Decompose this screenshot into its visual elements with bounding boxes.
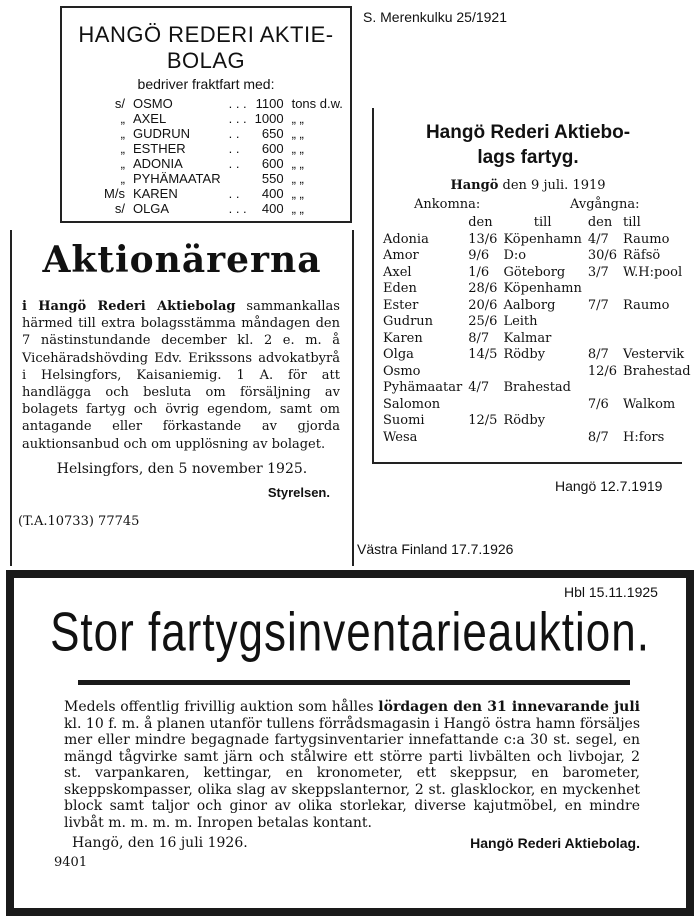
ship-dots: . . . — [228, 96, 247, 111]
ship-movements-date-text: den 9 juli. 1919 — [502, 178, 606, 193]
ship-name: AXEL — [132, 111, 167, 126]
ship-tons: 600 — [261, 141, 284, 156]
ship-name: Axel — [383, 264, 412, 280]
notice-code: (T.A.10733) 77745 — [18, 513, 140, 529]
ship-unit: „ „ — [291, 156, 304, 171]
ship-prefix: „ — [120, 111, 125, 126]
fleet-ship-row — [100, 141, 347, 156]
ship-name: Olga — [383, 347, 414, 362]
departure-port: W.H:pool — [623, 264, 683, 280]
departure-date: 4/7 — [587, 231, 609, 247]
ship-prefix: „ — [120, 141, 125, 156]
ship-prefix: s/ — [114, 96, 125, 111]
fleet-title-line2: BOLAG — [166, 48, 246, 73]
auction-body-date: lördagen den 31 innevarande juli — [378, 699, 640, 715]
departure-port — [620, 314, 694, 331]
caption-vastra: Västra Finland 17.7.1926 — [357, 541, 514, 557]
ship-name: Adonia — [383, 231, 429, 247]
ship-name: ESTHER — [132, 141, 186, 156]
subheader-arrived-den: den — [468, 215, 493, 230]
shareholder-notice — [10, 230, 354, 566]
departure-date — [585, 281, 620, 298]
departure-port — [620, 331, 694, 348]
ship-movement-row — [380, 331, 694, 348]
arrival-date: 8/7 — [468, 330, 490, 346]
fleet-subtitle: bedriver fraktfart med: — [137, 76, 275, 92]
ship-tons: 550 — [261, 171, 284, 186]
caption-hango: Hangö 12.7.1919 — [555, 478, 663, 494]
ship-movement-row — [380, 397, 694, 414]
caption-merenkulku: S. Merenkulku 25/1921 — [363, 9, 507, 25]
ship-dots: . . — [228, 186, 240, 201]
subheader-departed-den: den — [587, 215, 613, 230]
arrival-port: Rödby — [503, 347, 546, 362]
ship-prefix: M/s — [104, 186, 125, 201]
ship-unit: tons d.w. — [291, 96, 343, 111]
auction-number: 9401 — [54, 855, 88, 870]
ship-dots: . . . — [228, 111, 247, 126]
arrival-date — [465, 430, 500, 447]
arrival-date: 14/5 — [468, 347, 498, 362]
arrival-date: 25/6 — [468, 314, 498, 329]
notice-body-text: sammankallas härmed till extra bolagsstämma måndagen den 7 nästinstundande december kl. 2 e. m. å Vicehäradshövding Edv. Erikssons advokatbyrå i Helsingfors, Kaisaniemig. 1 A. för att handlägga och besluta om försäljning av bolagets fartyg och övrig egendom, samt om antagande eller förkastande av gjorda auktionsanbud och om upplösning av bolaget. — [22, 299, 340, 452]
fleet-advertisement — [60, 6, 352, 223]
fleet-ship-row — [100, 186, 347, 201]
ship-unit: „ „ — [291, 171, 304, 186]
arrival-date: 4/7 — [468, 380, 490, 395]
auction-advertisement — [6, 570, 694, 916]
fleet-ship-row — [100, 111, 347, 126]
arrival-date — [465, 397, 500, 414]
departure-date: 7/6 — [587, 396, 609, 412]
ship-tons: 400 — [261, 186, 284, 201]
ship-name: Suomi — [383, 413, 425, 428]
ship-tons: 1000 — [254, 111, 284, 126]
departure-port: Walkom — [623, 396, 676, 412]
ship-movements-heading-line1: Hangö Rederi Aktiebo- — [425, 122, 631, 143]
ship-name: PYHÄMAATAR — [132, 171, 221, 186]
arrival-date: 1/6 — [468, 264, 490, 280]
ship-movement-row — [380, 248, 694, 265]
ship-movements-table — [380, 215, 694, 446]
ship-name: Wesa — [383, 429, 418, 445]
arrival-port: Köpenhamn — [503, 281, 582, 296]
auction-signature: Hangö Rederi Aktiebolag. — [470, 835, 640, 851]
col-arrived: Ankomna: — [414, 197, 481, 212]
departure-port: Räfsö — [623, 248, 661, 263]
ship-movements-date-place: Hangö — [450, 178, 499, 193]
arrival-port — [500, 430, 584, 447]
ship-movement-row — [380, 380, 694, 397]
arrival-port: Rödby — [503, 413, 546, 428]
ship-tons: 650 — [261, 126, 284, 141]
fleet-ship-row — [100, 156, 347, 171]
ship-name: OLGA — [132, 201, 170, 216]
notice-date: Helsingfors, den 5 november 1925. — [56, 460, 308, 477]
ship-name: KAREN — [132, 186, 178, 201]
departure-date — [585, 331, 620, 348]
auction-date: Hangö, den 16 juli 1926. — [72, 835, 248, 851]
ship-tons: 400 — [261, 201, 284, 216]
ship-name: Amor — [383, 248, 419, 263]
fleet-ship-list — [100, 96, 347, 216]
ship-movement-row — [380, 430, 694, 447]
departure-port: Brahestad — [623, 363, 691, 379]
fleet-title-line1: HANGÖ REDERI AKTIE- — [78, 22, 334, 47]
auction-body-text: kl. 10 f. m. å planen utanför tullens förrådsmagasin i Hangö östra hamn försäljes mer eller mindre begagnade fartygsinventarier innefattande c:a 30 st. segel, en mängd tågvirke samt järn och stålwire ett större parti livbälten och livbojar, 2 st. varpankaren, kettingar, en kronometer, ett skeppsur, en barometer, skeppskompasser, olika slag av skeppslanternor, 2 st. glasklockor, en myckenhet block samt taljor och ginor av olika storlekar, diverse kajutmöbel, en mindre livbåt m. m. m. m. Inropen betalas kontant. — [64, 715, 640, 831]
ship-name: Osmo — [383, 363, 421, 379]
ship-movement-row — [380, 413, 694, 430]
ship-movements-heading — [374, 120, 682, 170]
notice-body — [22, 298, 340, 453]
ship-name: Eden — [383, 281, 417, 296]
arrival-port: D:o — [503, 248, 527, 263]
ship-movements-notice — [372, 108, 691, 464]
ship-movements-heading-line2: lags fartyg. — [477, 147, 579, 168]
departure-port: Raumo — [623, 231, 670, 247]
ship-dots — [225, 171, 251, 186]
fleet-title — [62, 22, 350, 74]
departure-port: Vestervik — [623, 347, 685, 362]
auction-heading: Stor fartygsinventarieauktion. — [50, 601, 650, 663]
ship-dots: . . — [228, 156, 240, 171]
arrival-date: 20/6 — [468, 297, 498, 313]
col-departed: Avgångna: — [570, 197, 640, 212]
ship-movements-column-groups — [374, 197, 682, 215]
auction-body-intro: Medels offentlig frivillig auktion som hålles — [64, 699, 374, 715]
ship-name: ADONIA — [132, 156, 183, 171]
arrival-port: Köpenhamn — [503, 231, 582, 247]
departure-date — [585, 314, 620, 331]
notice-heading: Aktionärerna — [42, 239, 322, 281]
fleet-ship-row — [100, 171, 347, 186]
departure-date: 7/7 — [587, 297, 609, 313]
ship-unit: „ „ — [291, 201, 304, 216]
subheader-ship — [380, 215, 465, 232]
arrival-date: 13/6 — [468, 231, 498, 247]
ship-unit: „ „ — [291, 126, 304, 141]
subheader-arrived-till: till — [533, 215, 552, 230]
departure-date — [585, 380, 620, 397]
fleet-ship-row — [100, 201, 347, 216]
auction-divider — [78, 680, 630, 685]
ship-dots: . . — [228, 126, 240, 141]
departure-date: 12/6 — [587, 363, 618, 379]
arrival-date — [465, 364, 500, 381]
ship-movements-date — [374, 178, 682, 193]
ship-name: Salomon — [383, 396, 441, 412]
notice-body-company: i Hangö Rederi Aktiebolag — [22, 299, 236, 314]
departure-port: H:fors — [623, 429, 665, 445]
departure-port — [620, 281, 694, 298]
ship-movement-row — [380, 265, 694, 282]
ship-tons: 1100 — [255, 96, 284, 111]
ship-name: Gudrun — [383, 314, 434, 329]
fleet-ship-row — [100, 96, 347, 111]
ship-name: Karen — [383, 330, 423, 346]
departure-port — [620, 413, 694, 430]
arrival-port — [500, 364, 584, 381]
arrival-port: Leith — [503, 314, 538, 329]
departure-port — [620, 380, 694, 397]
departure-port: Raumo — [623, 297, 670, 313]
ship-movement-row — [380, 298, 694, 315]
arrival-date: 9/6 — [468, 248, 490, 263]
departure-date: 3/7 — [587, 264, 609, 280]
departure-date — [585, 413, 620, 430]
ship-name: OSMO — [132, 96, 173, 111]
arrival-port: Aalborg — [503, 297, 556, 313]
ship-movement-row — [380, 281, 694, 298]
departure-date: 8/7 — [587, 429, 609, 445]
ship-movements-subheader — [380, 215, 694, 232]
fleet-ship-row — [100, 126, 347, 141]
ship-name: GUDRUN — [132, 126, 191, 141]
ship-movement-row — [380, 364, 694, 381]
arrival-date: 12/5 — [468, 413, 498, 428]
auction-body — [64, 699, 640, 831]
caption-hbl: Hbl 15.11.1925 — [564, 584, 658, 600]
ship-unit: „ „ — [291, 186, 304, 201]
auction-footer — [72, 835, 640, 855]
ship-dots: . . — [228, 141, 240, 156]
ship-prefix: „ — [120, 126, 125, 141]
arrival-date: 28/6 — [468, 281, 498, 296]
arrival-port: Brahestad — [503, 380, 571, 395]
ship-unit: „ „ — [291, 141, 304, 156]
ship-movement-row — [380, 232, 694, 249]
ship-tons: 600 — [261, 156, 284, 171]
ship-dots: . . . — [228, 201, 247, 216]
ship-unit: „ „ — [291, 111, 304, 126]
ship-prefix: „ — [120, 171, 125, 186]
notice-signature: Styrelsen. — [267, 484, 330, 500]
departure-date: 30/6 — [587, 248, 618, 263]
arrival-port: Kalmar — [503, 330, 552, 346]
ship-prefix: s/ — [114, 201, 125, 216]
ship-name: Pyhämaatar — [383, 380, 463, 395]
ship-movement-row — [380, 314, 694, 331]
subheader-departed-till: till — [623, 215, 641, 230]
ship-movement-row — [380, 347, 694, 364]
departure-date: 8/7 — [587, 347, 609, 362]
arrival-port — [500, 397, 584, 414]
arrival-port: Göteborg — [503, 264, 566, 280]
ship-name: Ester — [383, 297, 419, 313]
ship-prefix: „ — [120, 156, 125, 171]
